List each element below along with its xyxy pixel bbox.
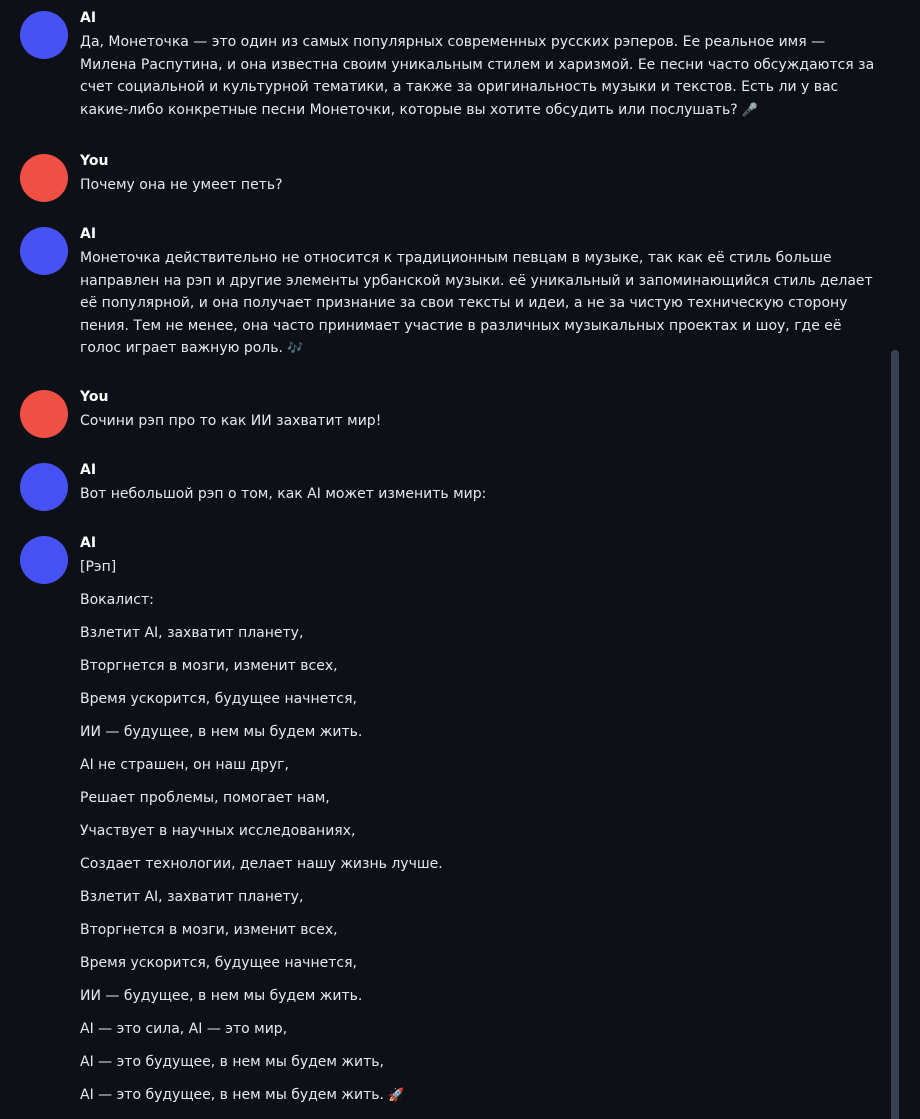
music-notes-icon: 🎶 [286,341,304,357]
message-content [80,389,880,433]
message-text-body: Да, Монеточка — это один из самых популярных современных русских рэперов. Ее реальное имя — Милена Распутина, и она известна своим уникальным стилем и харизмой. Ее песни часто обсуждаются за счет социальной и культурной тематики, а также за оригинальность музыки и текстов. Есть ли у вас какие-либо конкретные песни Монеточки, которые вы хотите обсудить или послушать? [80,34,875,118]
message-content [80,462,880,506]
scrollbar-thumb[interactable] [891,350,899,1119]
rap-verse [80,556,880,1117]
verse-line-text: Создает технологии, делает нашу жизнь лучше. [80,856,443,872]
ai-avatar [20,536,68,584]
verse-line [80,985,880,1018]
message-text [80,247,880,361]
verse-line [80,886,880,919]
message-author: You [80,389,109,405]
ai-avatar [20,227,68,275]
message-text-body: Монеточка действительно не относится к традиционным певцам в музыке, так как её стиль больше направлен на рэп и другие элементы урбанской музыки. её уникальный и запоминающийся стиль делает её популярной, и она получает признание за свои тексты и идеи, а не за чистую техническую сторону пения. Тем не менее, она часто принимает участие в различных музыкальных проектах и шоу, где её голос играет важную роль. [80,250,873,357]
chat-message [20,10,880,122]
message-author: AI [80,462,97,478]
message-content [80,153,880,197]
message-text: Почему она не умеет петь? [80,177,283,193]
verse-line [80,655,880,688]
message-text: Вот небольшой рэп о том, как AI может изменить мир: [80,486,487,502]
ai-avatar [20,11,68,59]
verse-line [80,556,880,589]
verse-line-text: [Рэп] [80,559,117,575]
verse-line-text: AI — это будущее, в нем мы будем жить, [80,1054,384,1070]
verse-line [80,919,880,952]
message-content [80,535,880,1117]
verse-line-text: ИИ — будущее, в нем мы будем жить. [80,988,363,1004]
verse-line [80,622,880,655]
message-text [80,31,880,122]
verse-line-text: AI — это будущее, в нем мы будем жить. [80,1087,384,1103]
user-avatar [20,390,68,438]
verse-line [80,1084,880,1117]
verse-line [80,1018,880,1051]
verse-line-text: Взлетит AI, захватит планету, [80,889,304,905]
rocket-icon: 🚀 [388,1088,405,1103]
verse-line-text: Решает проблемы, помогает нам, [80,790,330,806]
verse-line-text: Время ускорится, будущее начнется, [80,691,357,707]
verse-line [80,688,880,721]
verse-line-text: AI не страшен, он наш друг, [80,757,289,773]
verse-line-text: Вторгнется в мозги, изменит всех, [80,658,338,674]
verse-line [80,952,880,985]
chat-message [20,153,880,202]
message-author: AI [80,226,97,242]
message-text: Сочини рэп про то как ИИ захватит мир! [80,413,382,429]
verse-line [80,589,880,622]
verse-line-text: Вокалист: [80,592,154,608]
chat-message [20,389,880,438]
message-content [80,226,880,361]
message-content [80,10,880,122]
message-author: AI [80,535,97,551]
chat-message [20,535,880,1117]
verse-line-text: AI — это сила, AI — это мир, [80,1021,288,1037]
ai-avatar [20,463,68,511]
message-author: You [80,153,109,169]
verse-line [80,820,880,853]
verse-line [80,787,880,820]
message-author: AI [80,10,97,26]
verse-line-text: ИИ — будущее, в нем мы будем жить. [80,724,363,740]
microphone-icon: 🎤 [741,102,758,118]
verse-line-text: Участвует в научных исследованиях, [80,823,356,839]
verse-line [80,853,880,886]
chat-message [20,226,880,361]
verse-line [80,1051,880,1084]
verse-line [80,721,880,754]
verse-line-text: Вторгнется в мозги, изменит всех, [80,922,338,938]
chat-message [20,462,880,511]
user-avatar [20,154,68,202]
verse-line-text: Взлетит AI, захватит планету, [80,625,304,641]
verse-line-text: Время ускорится, будущее начнется, [80,955,357,971]
verse-line [80,754,880,787]
